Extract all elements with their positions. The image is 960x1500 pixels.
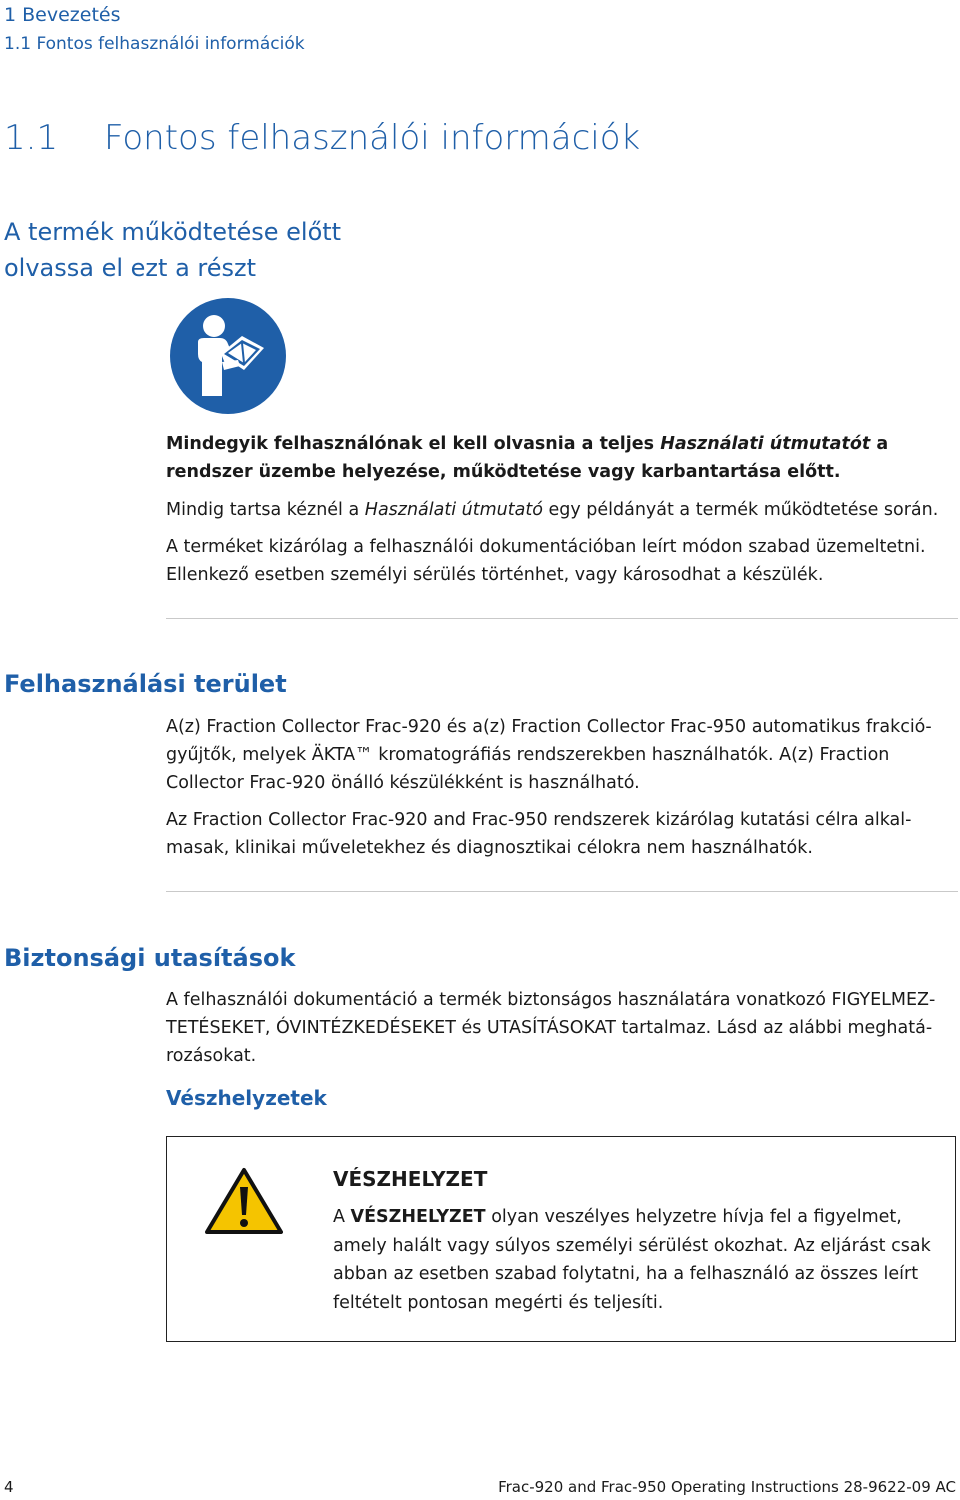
intro-heading: A termék működtetése előtt olvassa el ezt a részt bbox=[4, 218, 342, 282]
page-number: 4 bbox=[4, 1478, 14, 1496]
intro-paragraph-3: A terméket kizárólag a felhasználói dokumentációban leírt módon szabad üzemeltetni. Ellenkező esetben személyi sérülés történhet, vagy károsodhat a készülék. bbox=[166, 537, 926, 585]
usage-heading: Felhasználási terület bbox=[4, 670, 287, 698]
divider bbox=[166, 618, 958, 619]
emergency-text: A VÉSZHELYZET olyan veszélyes helyzetre hívja fel a figyelmet, amely halált vagy súlyos személyi sérülést okozhat. Az eljárást csak abban az esetben szabad folytatni, ha a felhasználó az összes leírt feltételt pontosan megérti és teljesíti. bbox=[333, 1207, 931, 1313]
warning-triangle-icon bbox=[205, 1167, 283, 1235]
running-header-section: 1.1 Fontos felhasználói információk bbox=[4, 34, 305, 54]
page-title-text: Fontos felhasználói információk bbox=[104, 118, 641, 158]
intro-paragraph-2: Mindig tartsa kéznél a Használati útmutató egy példányát a termék működtetése során. bbox=[166, 500, 939, 520]
page-title-number: 1.1 bbox=[4, 118, 59, 158]
safety-heading: Biztonsági utasítások bbox=[4, 944, 296, 972]
usage-paragraph-1: A(z) Fraction Collector Frac-920 és a(z) Fraction Collector Frac-950 automatikus frakciógyűjtők, melyek ÄKTA™ kromatográfiás rendszerekben használhatók. A(z) Fraction Collector Frac-920 önálló készülékként is használható. bbox=[166, 717, 932, 793]
emergency-title: VÉSZHELYZET bbox=[333, 1167, 488, 1191]
safety-paragraph: A felhasználói dokumentáció a termék biztonságos használatára vonatkozó FIGYELMEZTETÉSEKET, ÓVINTÉZKEDÉSEKET és UTASÍTÁSOKAT tartalmaz. Lásd az alábbi meghatározásokat. bbox=[166, 990, 936, 1066]
divider bbox=[166, 891, 958, 892]
emergency-subheading: Vészhelyzetek bbox=[166, 1086, 327, 1110]
emergency-box bbox=[166, 1136, 956, 1342]
document-id: Frac-920 and Frac-950 Operating Instructions 28-9622-09 AC bbox=[498, 1478, 956, 1496]
read-manual-icon bbox=[168, 296, 288, 416]
usage-paragraph-2: Az Fraction Collector Frac-920 and Frac-950 rendszerek kizárólag kutatási célra alkalmasak, klinikai műveletekhez és diagnosztikai célokra nem használhatók. bbox=[166, 810, 912, 858]
page-title bbox=[4, 118, 640, 158]
running-header-chapter: 1 Bevezetés bbox=[4, 4, 121, 26]
intro-paragraph-1: Mindegyik felhasználónak el kell olvasnia a teljes Használati útmutatót a rendszer üzembe helyezése, működtetése vagy karbantartása előtt. bbox=[166, 434, 889, 482]
